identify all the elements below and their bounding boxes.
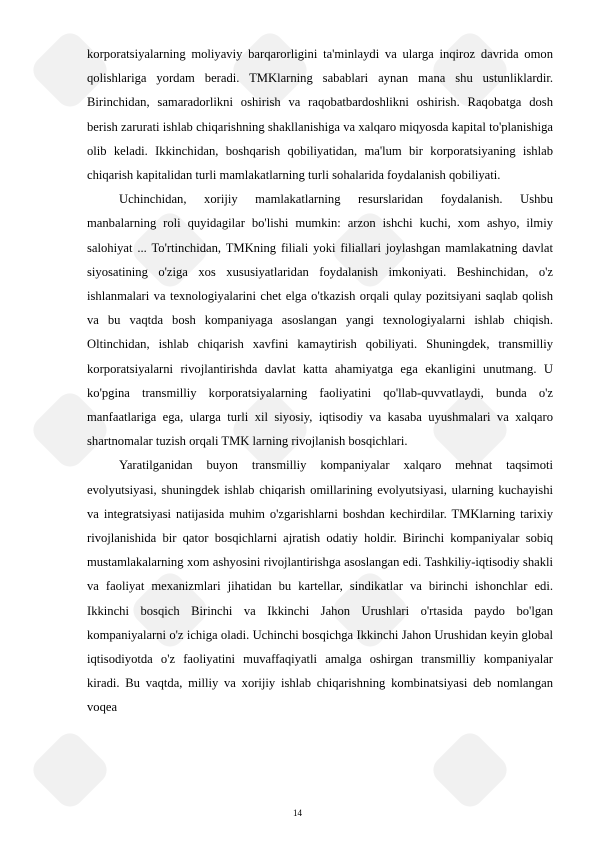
paragraph-2: Uchinchidan, xorijiy mamlakatlarning resurslaridan foydalanish. Ushbu manbalarning roli quyidagilar bo'lishi mumkin: arzon ishchi kuchi, xom ashyo, ilmiy salohiyat ... To'rtinchidan, TMKning filiali yoki filiallari joylashgan mamlakatning davlat siyosatining o'ziga xos xususiyatlaridan foydalanish imkoniyati. Beshinchidan, o'z ishlanmalari va texnologiyalarini chet elga o'tkazish orqali qulay pozitsiyani saqlab qolish va bu vaqtda bosh kompaniyaga asoslangan yangi texnologiyalarni ishlab chiqish. Oltinchidan, ishlab chiqarish xavfini kamaytirish qobiliyati. Shuningdek, transmilliy korporatsiyalarni rivojlantirishda davlat katta ahamiyatga ega ekanligini unutmang. U ko'pgina transmilliy korporatsiyalarning faoliyatini qo'llab-quvvatlaydi, bunda o'z manfaatlariga ega, ularga turli xil siyosiy, iqtisodiy va kasaba uyushmalari va xalqaro shartnomalar tuzish orqali TMK larning rivojlanish bosqichlari. — [87, 192, 553, 449]
document-body — [87, 42, 553, 720]
paragraph-1: korporatsiyalarning moliyaviy barqarorligini ta'minlaydi va ularga inqiroz davrida omon qolishlariga yordam beradi. TMKlarning sabablari aynan mana shu ustunliklardir. Birinchidan, samaradorlikni oshirish va raqobatbardoshlikni oshirish. Raqobatga dosh berish zarurati ishlab chiqarishning shakllanishiga va xalqaro miqyosda kapital to'planishiga olib keladi. Ikkinchidan, boshqarish qobiliyatidan, ma'lum bir korporatsiyaning ishlab chiqarish kapitalidan turli mamlakatlarning turli sohalarida foydalanish qobiliyati. — [87, 47, 553, 183]
page-number: 14 — [293, 808, 302, 818]
paragraph-3: Yaratilganidan buyon transmilliy kompaniyalar xalqaro mehnat taqsimoti evolyutsiyasi, shuningdek ishlab chiqarish omillarining evolyutsiyasi, ularning kuchayishi va integratsiyasi natijasida muhim o'zgarishlarni boshdan kechirdilar. TMKlarning tarixiy rivojlanishida bir qator bosqichlarni ajratish odatiy holdir. Birinchi kompaniyalar sobiq mustamlakalarning xom ashyosini rivojlantirishga asoslangan edi. Tashkiliy-iqtisodiy shakli va faoliyat mexanizmlari jihatidan bu kartellar, sindikatlar va birinchi ishonchlar edi. Ikkinchi bosqich Birinchi va Ikkinchi Jahon Urushlari o'rtasida paydo bo'lgan kompaniyalarni o'z ichiga oladi. Uchinchi bosqichga Ikkinchi Jahon Urushidan keyin global iqtisodiyotda o'z faoliyatini muvaffaqiyatli amalga oshirgan transmilliy kompaniyalar kiradi. Bu vaqtda, milliy va xorijiy ishlab chiqarishning kombinatsiyasi deb nomlangan voqea — [87, 458, 553, 715]
